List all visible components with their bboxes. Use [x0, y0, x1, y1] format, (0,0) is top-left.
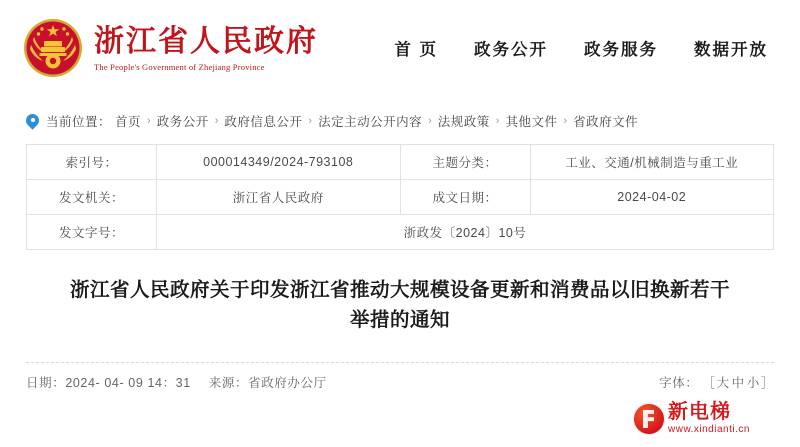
watermark — [634, 395, 794, 443]
site-brand[interactable] — [94, 25, 318, 72]
document-meta-table — [26, 144, 774, 250]
meta-key-document-number: 发文字号： — [27, 215, 157, 250]
meta-value-index-number: 000014349/2024-793108 — [157, 145, 401, 180]
meta-value-issuing-agency: 浙江省人民政府 — [157, 180, 401, 215]
table-row — [27, 180, 774, 215]
meta-key-index-number: 索引号： — [27, 145, 157, 180]
meta-key-completion-date: 成文日期： — [400, 180, 530, 215]
nav-item-open-data[interactable]: 数据开放 — [694, 41, 768, 59]
publish-source-value: 省政府办公厅 — [248, 376, 327, 391]
breadcrumb-item-prov-docs[interactable]: 省政府文件 — [573, 115, 639, 129]
breadcrumb-separator: › — [563, 115, 568, 127]
breadcrumb-separator: › — [147, 115, 151, 127]
font-size-bracket-close: ］ — [760, 376, 774, 391]
breadcrumb-separator: › — [428, 115, 432, 127]
breadcrumb-item-other-docs[interactable]: 其他文件 — [505, 115, 558, 129]
location-pin-icon — [26, 114, 39, 129]
breadcrumb-label: 当前位置： — [46, 115, 112, 129]
main-nav — [394, 36, 778, 60]
publish-source — [209, 373, 327, 391]
page-title: 浙江省人民政府关于印发浙江省推动大规模设备更新和消费品以旧换新若干举措的通知 — [70, 280, 731, 332]
national-emblem-icon — [22, 17, 84, 79]
breadcrumb-separator: › — [495, 115, 500, 127]
font-size-large-button[interactable]: 大 — [716, 376, 730, 391]
document-info-line — [26, 362, 774, 391]
meta-key-subject-category: 主题分类： — [400, 145, 530, 180]
font-size-bracket-open: ［ — [702, 376, 716, 391]
site-brand-cn: 浙江省人民政府 — [94, 24, 318, 58]
site-brand-en: The People's Government of Zhejiang Province — [94, 61, 265, 72]
font-size-options — [702, 373, 774, 391]
publish-date — [26, 373, 191, 391]
breadcrumb — [0, 104, 800, 138]
breadcrumb-separator: › — [214, 115, 219, 127]
table-row — [27, 145, 774, 180]
font-size-small-button[interactable]: 小 — [746, 376, 760, 391]
publish-date-label: 日期： — [26, 376, 66, 391]
nav-item-gov-service[interactable]: 政务服务 — [584, 41, 658, 59]
watermark-url: www.xindianti.cn — [668, 424, 750, 436]
font-size-medium-button[interactable]: 中 — [731, 376, 745, 391]
publish-source-label: 来源： — [208, 376, 249, 391]
breadcrumb-item-statutory[interactable]: 法定主动公开内容 — [318, 115, 423, 129]
font-size-control — [659, 373, 774, 391]
meta-value-subject-category: 工业、交通/机械制造与重工业 — [530, 145, 774, 180]
meta-value-document-number: 浙政发〔2024〕10号 — [157, 215, 774, 250]
meta-value-completion-date: 2024-04-02 — [530, 180, 774, 215]
breadcrumb-separator: › — [308, 115, 313, 127]
font-size-label: 字体： — [659, 376, 699, 391]
document-meta-table-wrap — [0, 138, 800, 250]
xindianti-logo-icon — [634, 404, 664, 434]
watermark-name: 新电梯 — [668, 401, 731, 424]
document-info-left — [26, 373, 327, 391]
breadcrumb-item-policies[interactable]: 法规政策 — [437, 115, 490, 129]
breadcrumb-item-gov-open[interactable]: 政务公开 — [156, 115, 209, 129]
breadcrumb-item-home[interactable]: 首页 — [115, 115, 142, 129]
nav-item-home[interactable]: 首 页 — [394, 41, 438, 59]
nav-item-gov-open[interactable]: 政务公开 — [474, 41, 548, 59]
meta-key-issuing-agency: 发文机关： — [27, 180, 157, 215]
site-header — [0, 0, 800, 96]
breadcrumb-item-gov-info[interactable]: 政府信息公开 — [224, 115, 303, 129]
publish-date-value: 2024- 04- 09 14：31 — [65, 376, 191, 391]
watermark-text — [668, 402, 750, 436]
table-row — [27, 215, 774, 250]
